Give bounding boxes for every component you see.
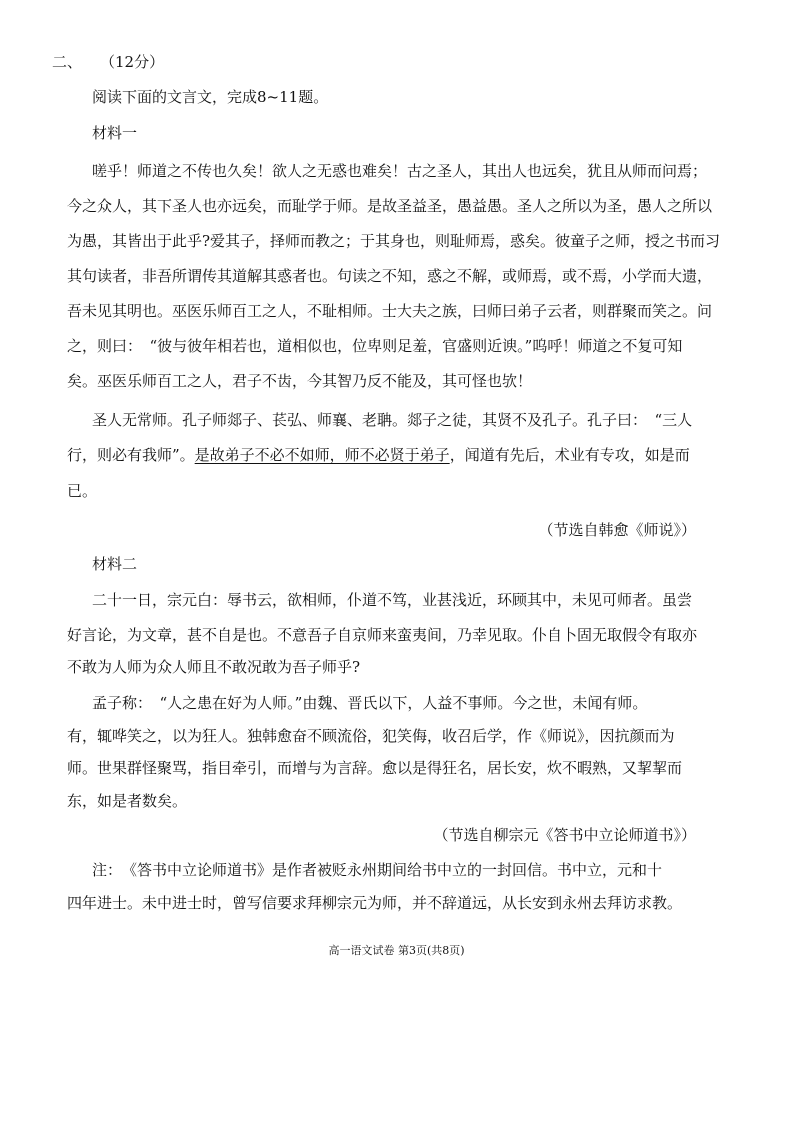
note-line: 四年进士。未中进士时，曾写信要求拜柳宗元为师，并不辞道远，从长安到永州去拜访求教。 [67, 894, 683, 912]
section-points: （12分） [100, 53, 165, 71]
material1-line: 其句读者，非吾所谓传其道解其惑者也。句读之不知，惑之不解，或师焉，或不焉，小学而大遗， [67, 267, 713, 285]
text-segment: 行，则必有我师”。 [67, 446, 195, 464]
material2-p2-line: 师。世果群怪聚骂，指目牵引，而增与为言辞。愈以是得狂名，居长安，炊不暇熟，又挈挈而 [67, 759, 683, 777]
material2-label: 材料二 [92, 555, 138, 573]
material2-p1-line: 好言论，为文章，甚不自是也。不意吾子自京师来蛮夷间，乃幸见取。仆自卜固无取假令有取亦 [67, 626, 698, 644]
section-number: 二、 [52, 53, 83, 71]
material1-line: 吾未见其明也。巫医乐师百工之人，不耻相师。士大夫之族，曰师曰弟子云者，则群聚而笑之。问 [67, 302, 713, 320]
material1-line: 今之众人，其下圣人也亦远矣，而耻学于师。是故圣益圣，愚益愚。圣人之所以为圣，愚人之所以 [67, 197, 713, 215]
material2-p2-line: 孟子称： “人之患在好为人师。”由魏、晋氏以下，人益不事师。今之世，未闻有师。 [92, 694, 648, 712]
text-segment: ，闻道有先后，术业有专攻，如是而 [449, 446, 690, 464]
material1-p2-line: 圣人无常师。孔子师郯子、苌弘、师襄、老聃。郯子之徒，其贤不及孔子。孔子曰： “三人 [92, 411, 693, 429]
material1-label: 材料一 [92, 124, 138, 142]
material2-p1-line: 二十一日，宗元白：辱书云，欲相师，仆道不笃，业甚浅近，环顾其中，未见可师者。虽尝 [92, 591, 693, 609]
material1-p2-line: 已。 [67, 482, 98, 500]
page-footer: 高一语文试卷 第3页(共8页) [328, 944, 465, 957]
material1-p2-line [67, 445, 690, 465]
material1-source: （节选自韩愈《师说》） [538, 521, 696, 539]
material1-line: 为愚，其皆出于此乎?爱其子，择师而教之；于其身也，则耻师焉，惑矣。彼童子之师，授之书而习 [67, 232, 721, 250]
material1-line: 之，则曰： “彼与彼年相若也，道相似也，位卑则足羞，官盛则近谀。”呜呼！师道之不复可知 [67, 337, 683, 355]
material1-line: 嗟乎！师道之不传也久矣！欲人之无惑也难矣！古之圣人，其出人也远矣，犹且从师而问焉； [92, 162, 708, 180]
material2-p2-line: 东，如是者数矣。 [67, 792, 188, 810]
section-instruction: 阅读下面的文言文，完成8~11题。 [92, 88, 329, 106]
material2-p1-line: 不敢为人师为众人师且不敢况敢为吾子师乎? [67, 658, 361, 676]
underlined-sentence: 是故弟子不必不如师，师不必贤于弟子 [194, 446, 450, 464]
material2-source: （节选自柳宗元《答书中立论师道书》） [433, 826, 696, 844]
note-line: 注： 《答书中立论师道书》是作者被贬永州期间给书中立的一封回信。书中立，元和十 [92, 861, 663, 879]
material1-line: 矣。巫医乐师百工之人，君子不齿，今其智乃反不能及，其可怪也欤！ [67, 372, 533, 390]
material2-p2-line: 有，辄哗笑之，以为狂人。独韩愈奋不顾流俗，犯笑侮，收召后学，作《师说》，因抗颜而为 [67, 727, 675, 745]
